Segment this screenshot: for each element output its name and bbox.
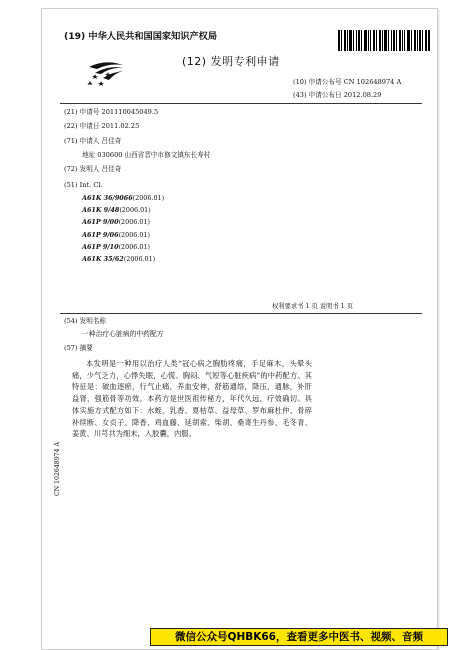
ipc-entry: A61P 9/10(2006.01) — [82, 242, 150, 251]
ipc-entry: A61P 9/06(2006.01) — [82, 230, 150, 239]
barcode-icon — [338, 30, 430, 51]
document-type: (12) 发明专利申请 — [182, 55, 280, 68]
pages-info: 权利要求书 1 页 说明书 1 页 — [272, 303, 353, 310]
header-rule — [60, 103, 422, 104]
invention-title: 一种治疗心脏病的中药配方 — [82, 330, 164, 338]
patent-page — [41, 8, 438, 650]
abstract-label: (57) 摘要 — [64, 344, 93, 352]
applicant-address: 地址 030600 山西省晋中市修文镇东长寿村 — [82, 151, 211, 159]
publication-date: (43) 申请公布日 2012.08.29 — [293, 91, 382, 99]
ipc-list — [82, 194, 164, 267]
biblio-rule — [60, 313, 422, 314]
ipc-entry: A61K 36/9066(2006.01) — [82, 194, 165, 202]
side-publication-number: CN 102648974 A — [54, 442, 61, 496]
application-number: (21) 申请号 201110045049.5 — [64, 108, 159, 116]
banner-text: 微信公众号QHBK66，查看更多中医书、视频、音频 — [175, 631, 423, 643]
title-label: (54) 发明名称 — [64, 317, 107, 325]
ipc-entry: A61K 9/48(2006.01) — [82, 206, 151, 215]
application-date: (22) 申请日 2011.02.25 — [64, 122, 140, 130]
office-name: (19) 中华人民共和国国家知识产权局 — [64, 31, 218, 42]
cnipa-emblem-icon — [85, 55, 125, 91]
ipc-entry: A61K 35/62(2006.01) — [82, 254, 156, 263]
applicant: (71) 申请人 吕佳奇 — [64, 137, 122, 145]
publication-number: (10) 申请公布号 CN 102648974 A — [293, 78, 402, 86]
abstract-text: 本发明是一种用以治疗人类“冠心病之胸肋疼痛，手足麻木，头晕头痛，少气乏力，心悸失眠，心慌、胸闷、气短等心脏疾病”的中药配方。其特征是：破血逐瘀，行气止痛，养血安神，舒筋通络，降压，通脉，补肝益肾，强筋骨等功效。本药方是世医祖传秘方，年代久远，疗效确切。具体实施方式配方如下：水蛭、乳香、夏枯草、益母草、罗布麻杜仲、骨碎补续断、女贞子、降香、鸡血藤、延胡索、柴胡、桑寄生丹参、毛冬青、姜黄、川芎共为细末，入胶囊，内服。 — [72, 359, 312, 439]
wechat-banner — [150, 628, 448, 646]
int-cl-label: (51) Int. Cl. — [64, 181, 103, 189]
ipc-entry: A61P 9/00(2006.01) — [82, 218, 150, 227]
inventor: (72) 发明人 吕佳奇 — [64, 165, 122, 173]
